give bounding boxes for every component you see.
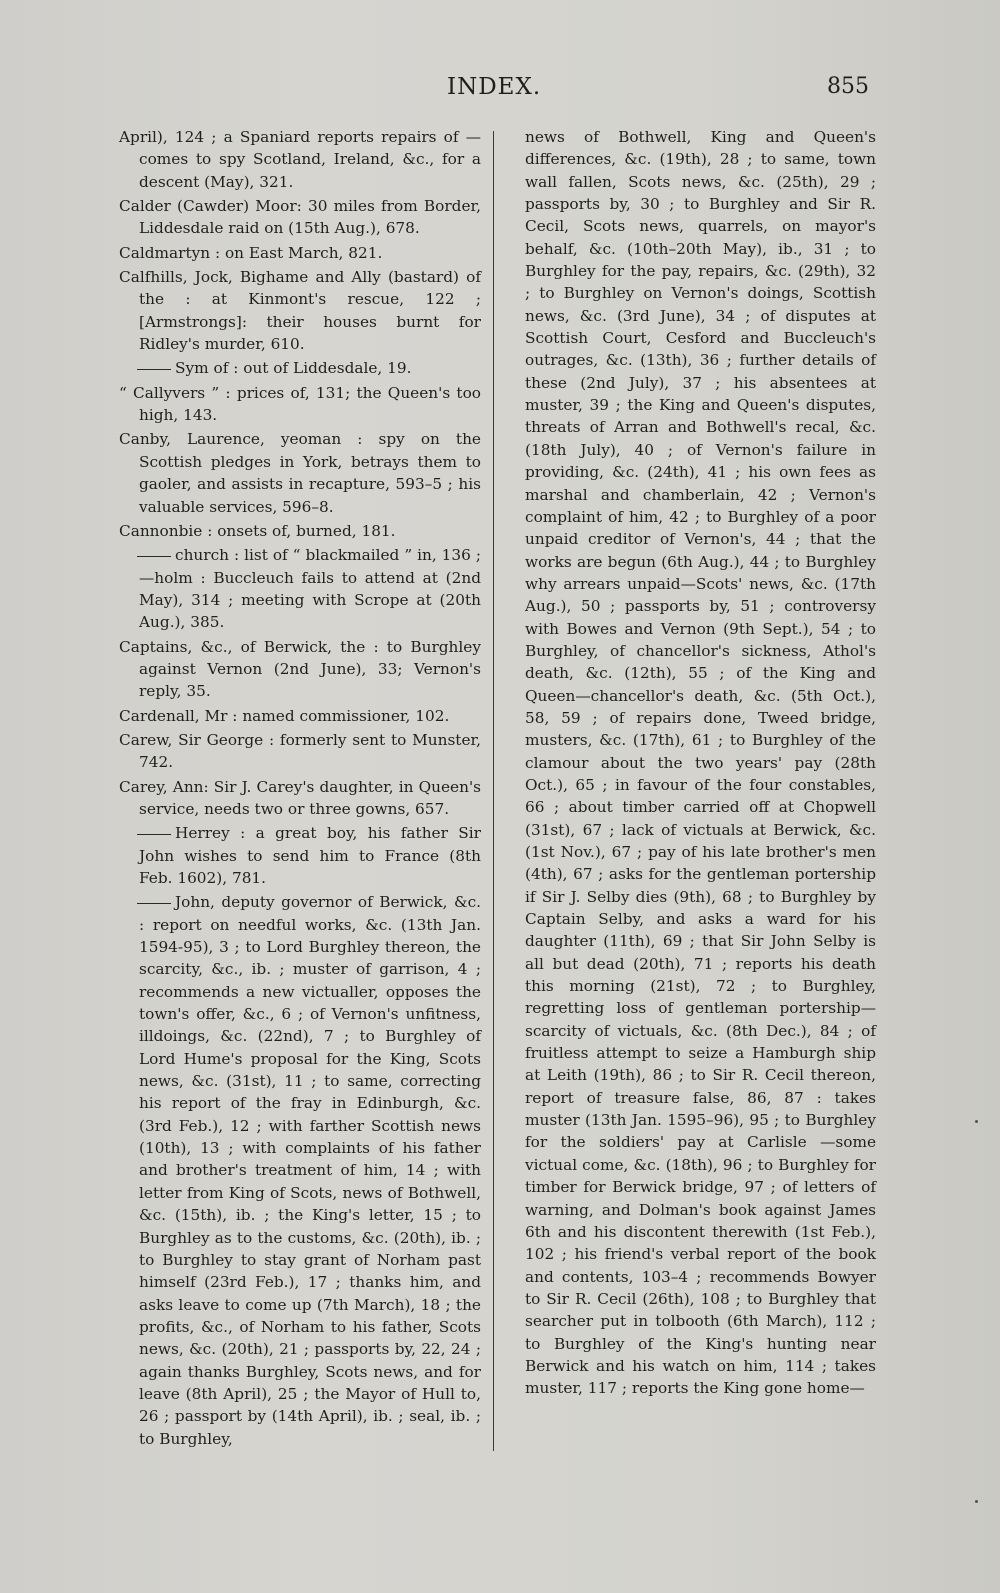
index-entry: Cardenall, Mr : named commissioner, 102. (119, 706, 450, 725)
index-subentry (119, 544, 481, 633)
subentry-text: church : list of “ blackmailed ” in, 136 ; —holm : Buccleuch fails to attend at (2nd May), 314 ; meeting with Scrope at (20th Aug.), 385. (139, 546, 481, 632)
index-entry: Carew, Sir George : formerly sent to Munster, 742. (119, 730, 481, 772)
em-rule (137, 369, 171, 370)
page-header (0, 74, 1000, 108)
subentry-text: Sym of : out of Liddesdale, 19. (175, 359, 412, 378)
em-rule (137, 834, 171, 835)
index-entry: Canby, Laurence, yeoman : spy on the Scottish pledges in York, betrays them to gaoler, and assists in recapture, 593–5 ; his valuable services, 596–8. (119, 430, 481, 516)
index-entry: “ Callyvers ” : prices of, 131; the Queen's too high, 143. (119, 383, 481, 425)
index-entry: April), 124 ; a Spaniard reports repairs of —comes to spy Scotland, Ireland, &c., for a descent (May), 321. (119, 128, 481, 191)
running-title: INDEX. (447, 74, 542, 100)
index-entry: Cannonbie : onsets of, burned, 181. (119, 521, 396, 540)
em-rule (137, 556, 171, 557)
subentry-text: John, deputy governor of Berwick, &c. : report on needful works, &c. (13th Jan. 1594-95), 3 ; to Lord Burghley thereon, the scarcity, &c., ib. ; muster of garrison, 4 ; recommends a new victualler, opposes the town's offer, &c., 6 ; of Vernon's unfitness, illdoings, &c. (22nd), 7 ; to Burghley of Lord Hume's proposal for the King, Scots news, &c. (31st), 11 ; to same, correcting his report of the fray in Edinburgh, &c. (3rd Feb.), 12 ; with farther Scottish news (10th), 13 ; with complaints of his father and brother's treatment of him, 14 ; with letter from King of Scots, news of Bothwell, &c. (15th), ib. ; the King's letter, 15 ; to Burghley as to the customs, &c. (20th), ib. ; to Burghley to stay grant of Norham past himself (23rd Feb.), 17 ; thanks him, and asks leave to come up (7th March), 18 ; the profits, &c., of Norham to his father, Scots news, &c. (20th), 21 ; passports by, 22, 24 ; again thanks Burghley, Scots news, and for leave (8th April), 25 ; the Mayor of Hull to, 26 ; passport by (14th April), ib. ; seal, ib. ; to Burghley, (139, 893, 481, 1448)
page-number: 855 (827, 74, 869, 99)
index-entry: Calder (Cawder) Moor: 30 miles from Border, Liddesdale raid on (15th Aug.), 678. (119, 197, 481, 238)
page-speck (975, 1500, 978, 1503)
right-column (525, 126, 876, 1400)
index-subentry (119, 891, 481, 1450)
em-rule (137, 903, 171, 904)
index-entry: Caldmartyn : on East March, 821. (119, 243, 383, 262)
index-entry-continuation: news of Bothwell, King and Queen's differences, &c. (19th), 28 ; to same, town wall fallen, Scots news, &c. (25th), 29 ; passports by, 30 ; to Burghley and Sir R. Cecil, Scots news, quarrels, on mayor's behalf, &c. (10th–20th May), ib., 31 ; to Burghley for the pay, repairs, &c. (29th), 32 ; to Burghley on Vernon's doings, Scottish news, &c. (3rd June), 34 ; of disputes at Scottish Court, Cesford and Buccleuch's outrages, &c. (13th), 36 ; further details of these (2nd July), 37 ; his absentees at muster, 39 ; the King and Queen's disputes, threats of Arran and Bothwell's recal, &c. (18th July), 40 ; of Vernon's failure in providing, &c. (24th), 41 ; his own fees as marshal and chamberlain, 42 ; Vernon's complaint of him, 42 ; to Burghley of a poor unpaid creditor of Vernon's, 44 ; that the works are begun (6th Aug.), 44 ; to Burghley why arrears unpaid—Scots' news, &c. (17th Aug.), 50 ; passports by, 51 ; controversy with Bowes and Vernon (9th Sept.), 54 ; to Burghley, of chancellor's sickness, Athol's death, &c. (12th), 55 ; of the King and Queen—chancellor's death, &c. (5th Oct.), 58, 59 ; of repairs done, Tweed bridge, musters, &c. (17th), 61 ; to Burghley of the clamour about the two years' pay (28th Oct.), 65 ; in favour of the four constables, 66 ; about timber carried off at Chopwell (31st), 67 ; lack of victuals at Berwick, &c. (1st Nov.), 67 ; pay of his late brother's men (4th), 67 ; asks for the gentleman portership if Sir J. Selby dies (9th), 68 ; to Burghley by Captain Selby, and asks a ward for his daughter (11th), 69 ; that Sir John Selby is all but dead (20th), 71 ; reports his death this morning (21st), 72 ; to Burghley, regretting loss of gentleman portership—scarcity of victuals, &c. (8th Dec.), 84 ; of fruitless attempt to seize a Hamburgh ship at Leith (19th), 86 ; to Sir R. Cecil thereon, report of treasure false, 86, 87 : takes muster (13th Jan. 1595–96), 95 ; to Burghley for the soldiers' pay at Carlisle —some victual come, &c. (18th), 96 ; to Burghley for timber for Berwick bridge, 97 ; of letters of warning, and Dolman's book against James 6th and his discontent therewith (1st Feb.), 102 ; his friend's verbal report of the book and contents, 103–4 ; recommends Bowyer to Sir R. Cecil (26th), 108 ; to Burghley that searcher put in tolbooth (6th March), 112 ; to Burghley of the King's hunting near Berwick and his watch on him, 114 ; takes muster, 117 ; reports the King gone home— (525, 128, 876, 1398)
index-subentry (119, 822, 481, 889)
column-divider (493, 131, 494, 1451)
index-entry: Carey, Ann: Sir J. Carey's daughter, in Queen's service, needs two or three gowns, 657. (119, 777, 481, 818)
index-subentry (119, 357, 481, 379)
left-column (119, 126, 481, 1452)
subentry-text: Herrey : a great boy, his father Sir John wishes to send him to France (8th Feb. 1602), 781. (139, 824, 481, 887)
index-entry: Calfhills, Jock, Bighame and Ally (bastard) of the : at Kinmont's rescue, 122 ; [Armstrongs]: their houses burnt for Ridley's murder, 610. (119, 268, 481, 354)
page-speck (975, 1120, 978, 1123)
index-entry: Captains, &c., of Berwick, the : to Burghley against Vernon (2nd June), 33; Vernon's reply, 35. (119, 637, 481, 701)
